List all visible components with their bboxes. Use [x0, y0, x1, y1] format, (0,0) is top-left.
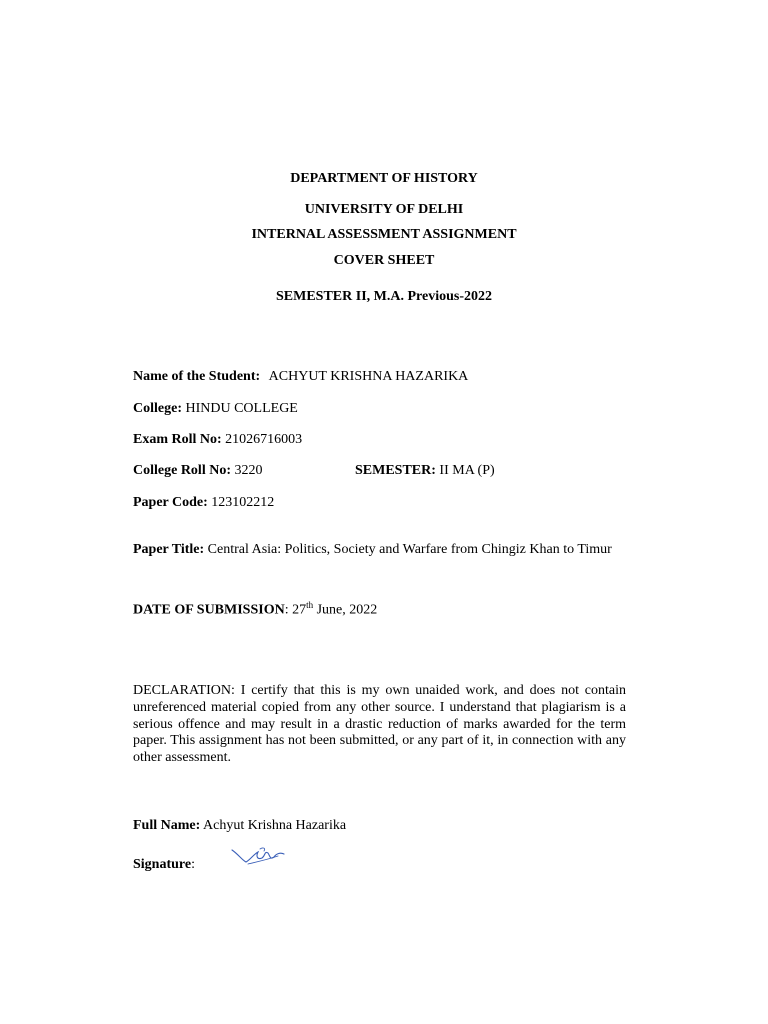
paper-title-row	[133, 542, 612, 558]
handwritten-signature	[200, 840, 320, 872]
paper-title-label: Paper Title:	[133, 542, 205, 557]
submission-date-row: DATE OF SUBMISSION: 27th June, 2022	[133, 600, 378, 618]
submission-date-label: DATE OF SUBMISSION	[133, 602, 285, 618]
paper-code-row	[133, 495, 274, 511]
full-name-value: Achyut Krishna Hazarika	[203, 818, 347, 833]
cover-sheet-heading: COVER SHEET	[333, 253, 435, 268]
college-value: HINDU COLLEGE	[185, 401, 298, 416]
signature-stroke-main	[232, 850, 284, 862]
full-name-row	[133, 818, 346, 834]
paper-code-value: 123102212	[211, 495, 275, 510]
college-roll-value: 3220	[234, 463, 263, 478]
student-name-value: ACHYUT KRISHNA HAZARIKA	[268, 369, 469, 384]
semester-label: SEMESTER:	[355, 463, 436, 478]
signature-label: Signature	[133, 857, 192, 872]
college-row	[133, 401, 298, 417]
semester-heading: SEMESTER II, M.A. Previous-2022	[276, 289, 492, 304]
college-label: College:	[133, 401, 182, 416]
college-roll-label: College Roll No:	[133, 463, 231, 478]
exam-roll-label: Exam Roll No:	[133, 432, 222, 447]
student-name-row	[133, 369, 468, 385]
department-heading: DEPARTMENT OF HISTORY	[290, 171, 478, 186]
semester-row	[355, 463, 495, 479]
exam-roll-row	[133, 432, 302, 448]
submission-month-year: June, 2022	[316, 602, 378, 618]
submission-day-suffix: th	[306, 600, 314, 610]
university-heading: UNIVERSITY OF DELHI	[304, 202, 464, 217]
paper-title-value: Central Asia: Politics, Society and Warfare from Chingiz Khan to Timur	[207, 542, 612, 557]
assignment-heading: INTERNAL ASSESSMENT ASSIGNMENT	[251, 227, 517, 242]
semester-value: II MA (P)	[439, 463, 495, 478]
exam-roll-value: 21026716003	[225, 432, 303, 447]
signature-flourish-stroke	[260, 848, 265, 851]
signature-row: Signature:	[133, 857, 195, 872]
submission-day: 27	[292, 602, 307, 618]
declaration-paragraph: DECLARATION: I certify that this is my own unaided work, and does not contain unreferenced material copied from any other source. I understand that plagiarism is a serious offence and may result in a drastic reduction of marks awarded for the term paper. This assignment has not been submitted, or any part of it, in connection with any other assessment.	[133, 683, 626, 766]
full-name-label: Full Name:	[133, 818, 201, 833]
paper-code-label: Paper Code:	[133, 495, 208, 510]
college-roll-row	[133, 463, 262, 479]
student-name-label: Name of the Student:	[133, 369, 261, 384]
